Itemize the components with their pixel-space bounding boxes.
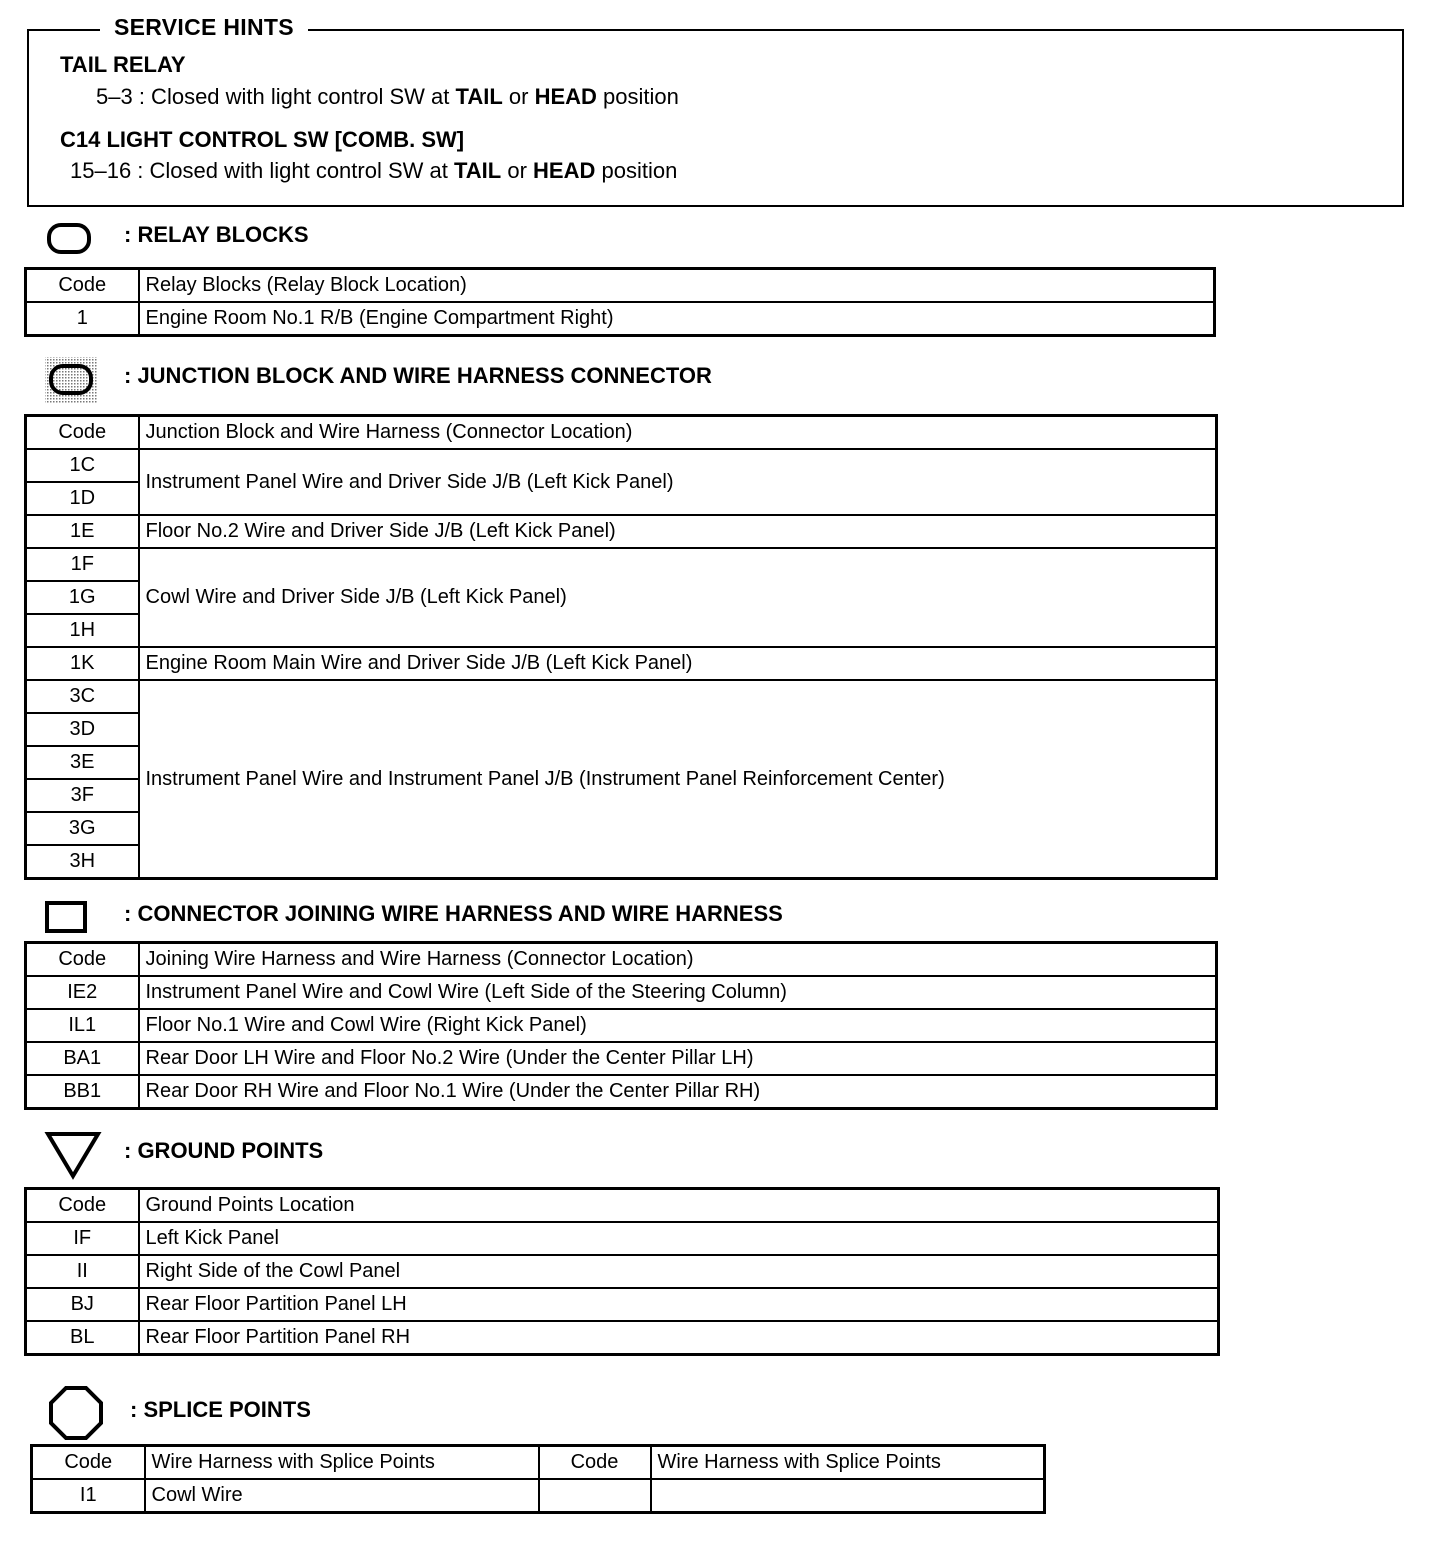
row-code: 1K [26, 647, 139, 680]
row-code: II [26, 1255, 139, 1288]
header-code: Code [26, 416, 139, 450]
row-code: BJ [26, 1288, 139, 1321]
row-code: 1F [26, 548, 139, 581]
connectors-title: : CONNECTOR JOINING WIRE HARNESS AND WIRE HARNESS [124, 901, 783, 926]
table-row [26, 515, 1217, 548]
relay-blocks-title: : RELAY BLOCKS [124, 222, 309, 247]
row-desc: Cowl Wire and Driver Side J/B (Left Kick Panel) [139, 548, 1217, 647]
triangle-down-icon [44, 1130, 102, 1180]
row-code: 3H [26, 845, 139, 879]
hint-title-light-control-sw: C14 LIGHT CONTROL SW [COMB. SW] [60, 127, 465, 152]
row-desc: Instrument Panel Wire and Cowl Wire (Left Side of the Steering Column) [139, 976, 1217, 1009]
connectors-table [24, 941, 1218, 1110]
octagon-icon [48, 1385, 104, 1441]
table-header-row [26, 943, 1217, 977]
table-row [26, 1321, 1219, 1355]
row-code: IE2 [26, 976, 139, 1009]
row-desc: Rear Floor Partition Panel LH [139, 1288, 1219, 1321]
header-desc-1: Wire Harness with Splice Points [145, 1446, 539, 1480]
hint-line-light-control-sw: 15–16 : Closed with light control SW at TAIL or HEAD position [70, 158, 678, 183]
ground-points-table [24, 1187, 1220, 1356]
row-code: 3C [26, 680, 139, 713]
row-desc: Instrument Panel Wire and Driver Side J/B (Left Kick Panel) [139, 449, 1217, 515]
row-desc-1: Cowl Wire [145, 1479, 539, 1513]
table-row [26, 449, 1217, 482]
row-code: 1E [26, 515, 139, 548]
table-row [26, 1009, 1217, 1042]
row-desc: Rear Door LH Wire and Floor No.2 Wire (Under the Center Pillar LH) [139, 1042, 1217, 1075]
row-code: BL [26, 1321, 139, 1355]
row-code: 1G [26, 581, 139, 614]
row-code: 3D [26, 713, 139, 746]
row-code: 1H [26, 614, 139, 647]
rounded-rect-icon [45, 220, 93, 256]
row-code: IF [26, 1222, 139, 1255]
header-code-2: Code [539, 1446, 651, 1480]
header-desc-2: Wire Harness with Splice Points [651, 1446, 1045, 1480]
splice-points-title: : SPLICE POINTS [130, 1397, 311, 1422]
row-code: 1C [26, 449, 139, 482]
relay-blocks-table [24, 267, 1216, 337]
table-header-row [26, 1189, 1219, 1223]
row-code-2 [539, 1479, 651, 1513]
table-header-row [32, 1446, 1045, 1480]
junction-blocks-title: : JUNCTION BLOCK AND WIRE HARNESS CONNECTOR [124, 363, 712, 388]
row-desc: Right Side of the Cowl Panel [139, 1255, 1219, 1288]
row-code: 1D [26, 482, 139, 515]
table-row [26, 976, 1217, 1009]
header-code: Code [26, 1189, 139, 1223]
row-code: 1 [26, 302, 139, 336]
row-desc: Rear Door RH Wire and Floor No.1 Wire (Under the Center Pillar RH) [139, 1075, 1217, 1109]
header-desc: Junction Block and Wire Harness (Connector Location) [139, 416, 1217, 450]
table-header-row [26, 416, 1217, 450]
row-code-1: I1 [32, 1479, 145, 1513]
row-desc: Rear Floor Partition Panel RH [139, 1321, 1219, 1355]
row-desc: Floor No.2 Wire and Driver Side J/B (Left Kick Panel) [139, 515, 1217, 548]
table-row [26, 1042, 1217, 1075]
table-row [26, 1255, 1219, 1288]
table-row [32, 1479, 1045, 1513]
header-desc: Relay Blocks (Relay Block Location) [139, 269, 1215, 303]
row-code: IL1 [26, 1009, 139, 1042]
service-hints-legend: SERVICE HINTS [100, 14, 308, 41]
table-row [26, 302, 1215, 336]
rectangle-icon [44, 900, 90, 934]
row-code: 3E [26, 746, 139, 779]
row-desc: Engine Room Main Wire and Driver Side J/B (Left Kick Panel) [139, 647, 1217, 680]
hint-line-tail-relay: 5–3 : Closed with light control SW at TAIL or HEAD position [96, 84, 679, 109]
header-code: Code [26, 269, 139, 303]
table-row [26, 548, 1217, 581]
row-desc: Instrument Panel Wire and Instrument Panel J/B (Instrument Panel Reinforcement Center) [139, 680, 1217, 879]
row-desc: Left Kick Panel [139, 1222, 1219, 1255]
splice-points-table [30, 1444, 1046, 1514]
row-code: BB1 [26, 1075, 139, 1109]
row-desc: Floor No.1 Wire and Cowl Wire (Right Kick Panel) [139, 1009, 1217, 1042]
header-desc: Ground Points Location [139, 1189, 1219, 1223]
ground-points-title: : GROUND POINTS [124, 1138, 324, 1163]
row-code: 3G [26, 812, 139, 845]
header-code: Code [26, 943, 139, 977]
row-code: 3F [26, 779, 139, 812]
header-desc: Joining Wire Harness and Wire Harness (Connector Location) [139, 943, 1217, 977]
junction-blocks-table [24, 414, 1218, 880]
row-desc-2 [651, 1479, 1045, 1513]
table-row [26, 1222, 1219, 1255]
row-code: BA1 [26, 1042, 139, 1075]
row-desc: Engine Room No.1 R/B (Engine Compartment Right) [139, 302, 1215, 336]
table-header-row [26, 269, 1215, 303]
table-row [26, 647, 1217, 680]
hint-title-tail-relay: TAIL RELAY [60, 52, 186, 77]
table-row [26, 1288, 1219, 1321]
table-row [26, 680, 1217, 713]
header-code-1: Code [32, 1446, 145, 1480]
table-row [26, 1075, 1217, 1109]
shaded-rounded-rect-icon [44, 356, 98, 404]
